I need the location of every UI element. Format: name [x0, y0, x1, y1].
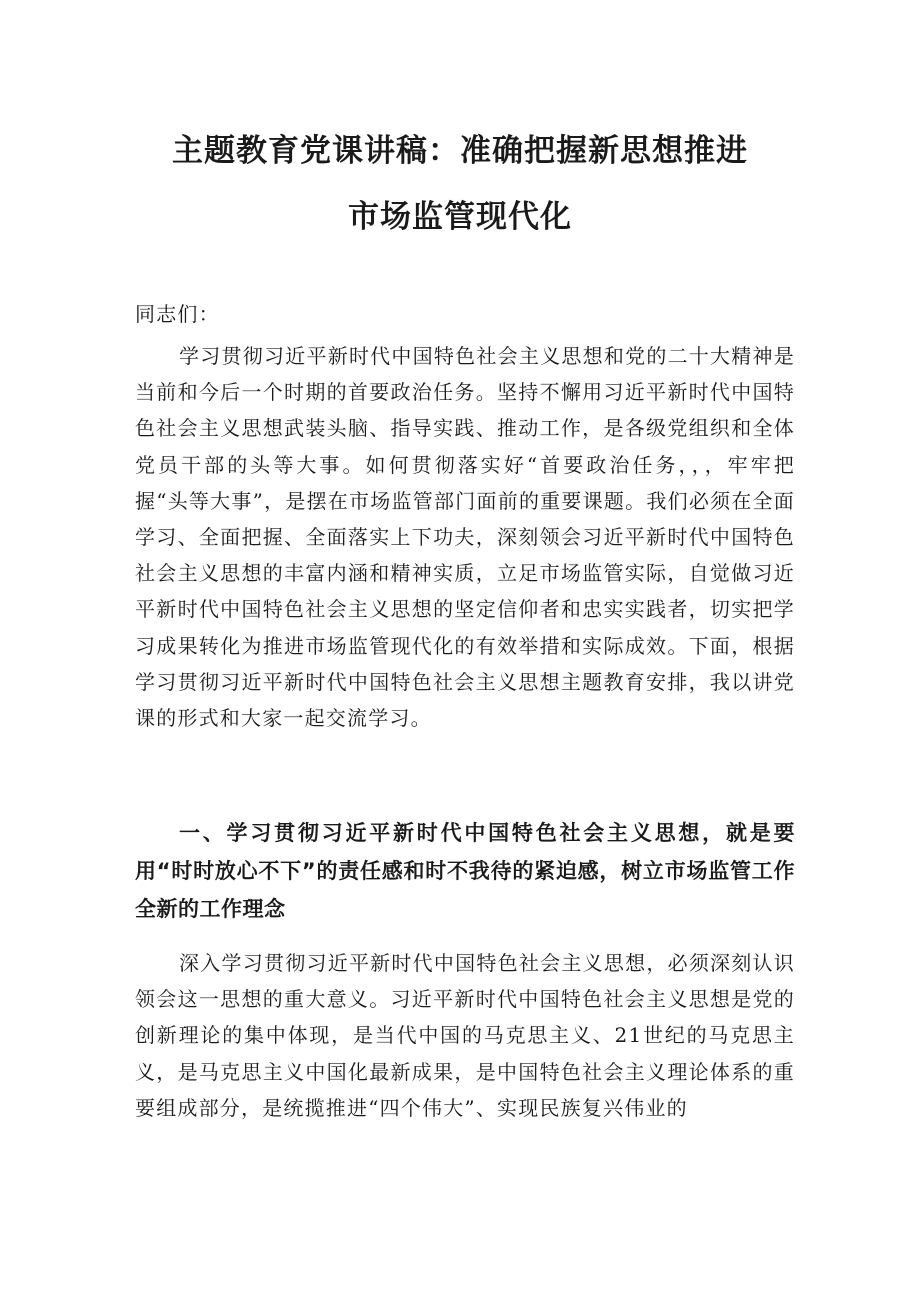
greeting: 同志们： — [135, 302, 220, 326]
document-title-line-1: 主题教育党课讲稿：准确把握新思想推进 — [172, 133, 748, 169]
document-title-line-2: 市场监管现代化 — [348, 199, 572, 235]
section-heading-1: 一、学习贯彻习近平新时代中国特色社会主义思想，就是要用“时时放心不下”的责任感和时不我待的紧迫感，树立市场监管工作全新的工作理念 — [135, 821, 795, 921]
paragraph-1: 学习贯彻习近平新时代中国特色社会主义思想和党的二十大精神是当前和今后一个时期的首要政治任务。坚持不懈用习近平新时代中国特色社会主义思想武装头脑、指导实践、推动工作，是各级党组织和全体党员干部的头等大事。如何贯彻落实好“首要政治任务，，，牢牢把握“头等大事”，是摆在市场监管部门面前的重要课题。我们必须在全面学习、全面把握、全面落实上下功夫，深刻领会习近平新时代中国特色社会主义思想的丰富内涵和精神实质，立足市场监管实际，自觉做习近平新时代中国特色社会主义思想的坚定信仰者和忠实实践者，切实把学习成果转化为推进市场监管现代化的有效举措和实际成效。下面，根据学习贯彻习近平新时代中国特色社会主义思想主题教育安排，我以讲党课的形式和大家一起交流学习。 — [135, 344, 795, 731]
paragraph-2: 深入学习贯彻习近平新时代中国特色社会主义思想，必须深刻认识领会这一思想的重大意义。习近平新时代中国特色社会主义思想是党的创新理论的集中体现，是当代中国的马克思主义、21世纪的马克思主义，是马克思主义中国化最新成果，是中国特色社会主义理论体系的重要组成部分，是统揽推进“四个伟大”、实现民族复兴伟业的 — [135, 951, 795, 1120]
